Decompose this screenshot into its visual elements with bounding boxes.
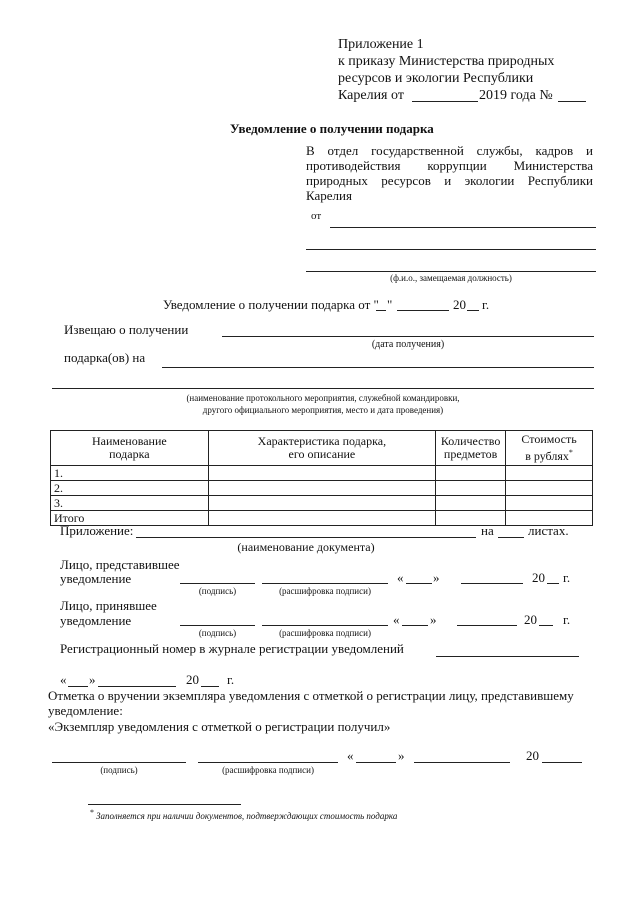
notice-year-suffix: г.: [482, 297, 490, 312]
notice-month-field[interactable]: [397, 310, 449, 311]
event-caption-2: другого официального мероприятия, место и дата проведения): [202, 405, 444, 415]
registration-day-field[interactable]: [68, 686, 88, 687]
receipt-date-caption: (дата получения): [371, 339, 445, 350]
footnote-text: Заполняется при наличии документов, подтверждающих стоимость подарка: [96, 811, 398, 821]
registration-month-field[interactable]: [98, 686, 176, 687]
submitter-year-field[interactable]: [547, 583, 559, 584]
event-field-1[interactable]: [162, 367, 594, 368]
from-field-1[interactable]: [330, 227, 596, 228]
order-number-field[interactable]: [558, 101, 586, 102]
submitter-open-quote: «: [397, 570, 404, 585]
event-caption-1: (наименование протокольного мероприятия, служебной командировки,: [186, 393, 460, 403]
receiver-signature-field[interactable]: [180, 625, 255, 626]
order-date-field[interactable]: [412, 101, 478, 102]
header-quantity: Количество предметов: [436, 431, 506, 466]
cell[interactable]: [208, 466, 435, 481]
row-label: 1.: [51, 466, 209, 481]
cell[interactable]: [506, 496, 593, 511]
from-field-3[interactable]: [306, 271, 596, 272]
registration-close-quote: »: [89, 672, 96, 687]
receiver-close-quote: »: [430, 612, 437, 627]
delivery-year-field[interactable]: [542, 762, 582, 763]
receipt-date-field[interactable]: [222, 336, 594, 337]
delivery-decode-caption: (расшифровка подписи): [222, 765, 314, 775]
notice-year-prefix: 20: [453, 297, 466, 312]
addressee-line-4: Карелия: [306, 188, 352, 203]
notice-day-field[interactable]: [376, 310, 386, 311]
header-gift-description: Характеристика подарка, его описание: [208, 431, 435, 466]
gifts-table: [50, 430, 593, 526]
submitter-sign-caption: (подпись): [198, 586, 237, 596]
header-gift-name: Наименование подарка: [51, 431, 209, 466]
row-label-total: Итого: [51, 511, 209, 526]
appendix-line-3: ресурсов и экологии Республики: [338, 71, 534, 86]
cell[interactable]: [506, 481, 593, 496]
attachment-na: на: [481, 523, 494, 538]
delivery-line-2: уведомление:: [48, 703, 123, 718]
delivery-sign-caption: (подпись): [100, 765, 138, 775]
delivery-line-1: Отметка о вручении экземпляра уведомления с отметкой о регистрации лицу, представившему: [48, 688, 574, 703]
receiver-label-2: уведомление: [60, 613, 132, 628]
row-label: 3.: [51, 496, 209, 511]
appendix-line-2: к приказу Министерства природных: [338, 54, 555, 69]
header-cost: Стоимость в рублях*: [506, 431, 593, 466]
delivery-month-field[interactable]: [414, 762, 510, 763]
submitter-decode-caption: (расшифровка подписи): [279, 586, 371, 596]
attachment-sheets-field[interactable]: [498, 537, 524, 538]
delivery-year: 20: [526, 748, 539, 763]
submitter-label-2: уведомление: [60, 571, 132, 586]
table-header-row: [51, 431, 593, 466]
receiver-year-field[interactable]: [539, 625, 553, 626]
notice-text: Уведомление о получении подарка от ": [163, 297, 379, 312]
attachment-sheets: листах.: [528, 523, 569, 538]
receiver-year: 20: [524, 612, 537, 627]
addressee-line-1: В отдел государственной службы, кадров и: [306, 143, 593, 158]
from-label: от: [311, 210, 322, 222]
registration-number-field[interactable]: [436, 656, 579, 657]
submitter-decode-field[interactable]: [262, 583, 388, 584]
appendix-line-1: Приложение 1: [338, 37, 424, 52]
from-caption: (ф.и.о., замещаемая должность): [390, 273, 512, 283]
cell[interactable]: [208, 481, 435, 496]
attachment-caption: (наименование документа): [237, 540, 375, 554]
submitter-month-field[interactable]: [461, 583, 523, 584]
appendix-line-4a: Карелия от: [338, 88, 404, 103]
table-row: [51, 481, 593, 496]
receiver-open-quote: «: [393, 612, 400, 627]
registration-year: 20: [186, 672, 199, 687]
delivery-line-3: «Экземпляр уведомления с отметкой о регистрации получил»: [48, 719, 391, 734]
submitter-day-field[interactable]: [406, 583, 432, 584]
cell[interactable]: [208, 496, 435, 511]
cell[interactable]: [436, 496, 506, 511]
receipt-label: Извещаю о получении: [64, 322, 189, 337]
from-field-2[interactable]: [306, 249, 596, 250]
submitter-signature-field[interactable]: [180, 583, 255, 584]
attachment-document-field[interactable]: [136, 537, 476, 538]
submitter-g: г.: [563, 570, 571, 585]
cell[interactable]: [436, 466, 506, 481]
receiver-g: г.: [563, 612, 571, 627]
cost-footnote-mark: *: [568, 448, 573, 457]
appendix-line-4b: 2019 года №: [479, 88, 553, 103]
delivery-signature-field[interactable]: [52, 762, 186, 763]
receiver-decode-field[interactable]: [262, 625, 388, 626]
delivery-open-quote: «: [347, 748, 354, 763]
row-label: 2.: [51, 481, 209, 496]
addressee-line-2: противодействия коррупции Министерства: [306, 158, 593, 173]
submitter-close-quote: »: [433, 570, 440, 585]
event-field-2[interactable]: [52, 388, 594, 389]
receiver-month-field[interactable]: [457, 625, 517, 626]
notice-year-field[interactable]: [467, 310, 479, 311]
addressee-line-3: природных ресурсов и экологии Республики: [306, 173, 593, 188]
submitter-label-1: Лицо, представившее: [60, 557, 180, 572]
delivery-day-field[interactable]: [356, 762, 396, 763]
delivery-decode-field[interactable]: [198, 762, 338, 763]
cell[interactable]: [436, 511, 506, 526]
registration-g: г.: [227, 672, 235, 687]
receiver-decode-caption: (расшифровка подписи): [279, 628, 371, 638]
footnote-mark: *: [90, 808, 94, 817]
receiver-sign-caption: (подпись): [198, 628, 237, 638]
cell[interactable]: [208, 511, 435, 526]
table-row: [51, 466, 593, 481]
notice-quote-close: ": [387, 297, 393, 312]
submitter-year: 20: [532, 570, 545, 585]
registration-label: Регистрационный номер в журнале регистрации уведомлений: [60, 641, 404, 656]
registration-year-field[interactable]: [201, 686, 219, 687]
cell[interactable]: [436, 481, 506, 496]
receiver-day-field[interactable]: [402, 625, 428, 626]
footnote-separator: [88, 804, 241, 805]
document-title: Уведомление о получении подарка: [230, 121, 434, 136]
table-row: [51, 496, 593, 511]
cell[interactable]: [506, 466, 593, 481]
gifts-label: подарка(ов) на: [64, 350, 146, 365]
attachment-label: Приложение:: [60, 523, 134, 538]
delivery-close-quote: »: [398, 748, 405, 763]
receiver-label-1: Лицо, принявшее: [60, 598, 157, 613]
registration-open-quote: «: [60, 672, 67, 687]
